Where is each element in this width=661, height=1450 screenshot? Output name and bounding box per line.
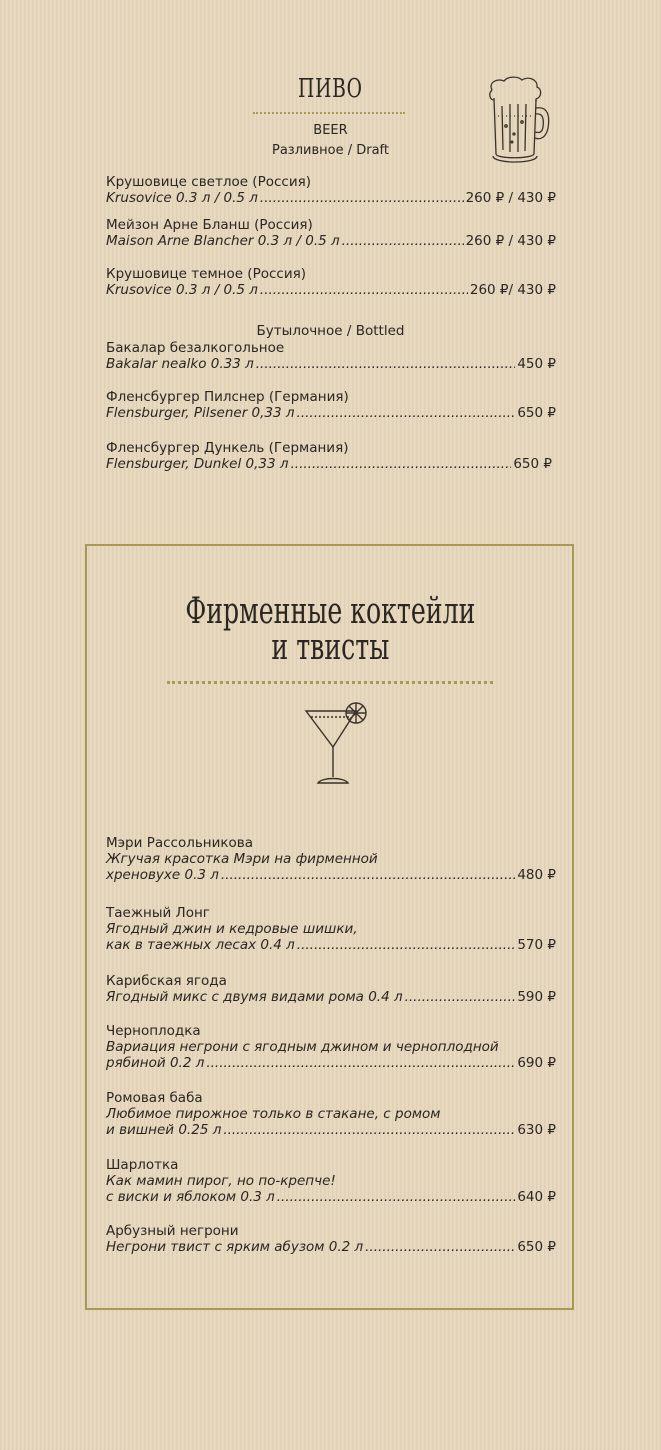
- item-price: 650 ₽: [517, 405, 556, 421]
- leader-dots: [223, 1122, 515, 1138]
- item-price: 260 ₽/ 430 ₽: [469, 282, 556, 298]
- item-name: Шарлотка: [106, 1157, 179, 1173]
- leader-dots: [297, 405, 516, 421]
- cocktail-item: [106, 1090, 556, 1138]
- draft-item: [106, 266, 556, 298]
- leader-dots: [260, 190, 464, 206]
- item-name: Арбузный негрони: [106, 1223, 239, 1239]
- item-price: 260 ₽ / 430 ₽: [465, 190, 556, 206]
- item-desc-line1: Вариация негрони с ягодным джином и черноплодной: [106, 1039, 499, 1055]
- item-desc-line1: Жгучая красотка Мэри на фирменной: [106, 851, 378, 867]
- cocktail-item: [106, 1157, 556, 1205]
- item-desc-line2: хреновухе 0.3 л: [106, 867, 219, 883]
- item-desc-line2: с виски и яблоком 0.3 л: [106, 1189, 275, 1205]
- item-name: Мэри Рассольникова: [106, 835, 254, 851]
- item-name: Карибская ягода: [106, 973, 227, 989]
- item-desc: Ягодный микс с двумя видами рома 0.4 л: [106, 989, 403, 1005]
- item-name: Фленсбургер Пилснер (Германия): [106, 389, 349, 405]
- item-name: Фленсбургер Дункель (Германия): [106, 440, 349, 456]
- item-name: Ромовая баба: [106, 1090, 203, 1106]
- bottled-label: Бутылочное / Bottled: [256, 323, 405, 339]
- beer-title-divider: [253, 112, 405, 114]
- draft-item: [106, 174, 556, 206]
- cocktails-title-divider: [167, 681, 493, 684]
- cocktails-title-line1: Фирменные коктейли: [185, 591, 476, 632]
- item-name: Бакалар безалкогольное: [106, 340, 285, 356]
- leader-dots: [221, 867, 515, 883]
- item-desc-line1: Как мамин пирог, но по-крепче!: [106, 1173, 336, 1189]
- item-desc-line1: Любимое пирожное только в стакане, с ромом: [106, 1106, 441, 1122]
- cocktail-item: [106, 905, 556, 953]
- leader-dots: [297, 937, 516, 953]
- item-price: 650 ₽: [513, 456, 552, 472]
- item-desc: Krusovice 0.3 л / 0.5 л: [106, 190, 258, 206]
- item-price: 480 ₽: [517, 867, 556, 883]
- item-desc-line2: рябиной 0.2 л: [106, 1055, 205, 1071]
- leader-dots: [277, 1189, 516, 1205]
- item-name: Таежный Лонг: [106, 905, 210, 921]
- cocktails-title-line2: и твисты: [271, 627, 390, 668]
- item-desc: Негрони твист с ярким абузом 0.2 л: [106, 1239, 364, 1255]
- draft-label: Разливное / Draft: [272, 143, 389, 158]
- bottled-item: [106, 440, 552, 472]
- item-name: Крушовице темное (Россия): [106, 266, 306, 282]
- item-name: Черноплодка: [106, 1023, 201, 1039]
- item-name: Крушовице светлое (Россия): [106, 174, 311, 190]
- leader-dots: [256, 356, 516, 372]
- item-price: 260 ₽ / 430 ₽: [465, 233, 556, 249]
- leader-dots: [365, 1239, 515, 1255]
- beer-subtitle-en: BEER: [313, 123, 348, 138]
- bottled-item: [106, 389, 556, 421]
- item-desc-line2: как в таежных лесах 0.4 л: [106, 937, 295, 953]
- item-desc-line1: Ягодный джин и кедровые шишки,: [106, 921, 358, 937]
- item-price: 590 ₽: [517, 989, 556, 1005]
- cocktail-glass-icon: [302, 697, 370, 789]
- item-desc: Maison Arne Blancher 0.3 л / 0.5 л: [106, 233, 340, 249]
- item-price: 650 ₽: [517, 1239, 556, 1255]
- item-price: 570 ₽: [517, 937, 556, 953]
- item-price: 640 ₽: [517, 1189, 556, 1205]
- beer-mug-icon: [484, 76, 554, 166]
- item-price: 690 ₽: [517, 1055, 556, 1071]
- leader-dots: [260, 282, 468, 298]
- cocktail-item: [106, 1223, 556, 1255]
- bottled-item: [106, 340, 556, 372]
- item-desc: Flensburger, Pilsener 0,33 л: [106, 405, 295, 421]
- beer-section-title: ПИВО: [298, 74, 363, 104]
- cocktail-item: [106, 835, 556, 883]
- cocktail-item: [106, 973, 556, 1005]
- item-desc: Krusovice 0.3 л / 0.5 л: [106, 282, 258, 298]
- leader-dots: [206, 1055, 515, 1071]
- item-price: 630 ₽: [517, 1122, 556, 1138]
- leader-dots: [342, 233, 464, 249]
- leader-dots: [291, 456, 512, 472]
- item-desc-line2: и вишней 0.25 л: [106, 1122, 222, 1138]
- item-name: Мейзон Арне Бланш (Россия): [106, 217, 313, 233]
- item-price: 450 ₽: [517, 356, 556, 372]
- item-desc: Bakalar nealko 0.33 л: [106, 356, 254, 372]
- cocktail-item: [106, 1023, 556, 1071]
- leader-dots: [405, 989, 516, 1005]
- item-desc: Flensburger, Dunkel 0,33 л: [106, 456, 289, 472]
- draft-item: [106, 217, 556, 249]
